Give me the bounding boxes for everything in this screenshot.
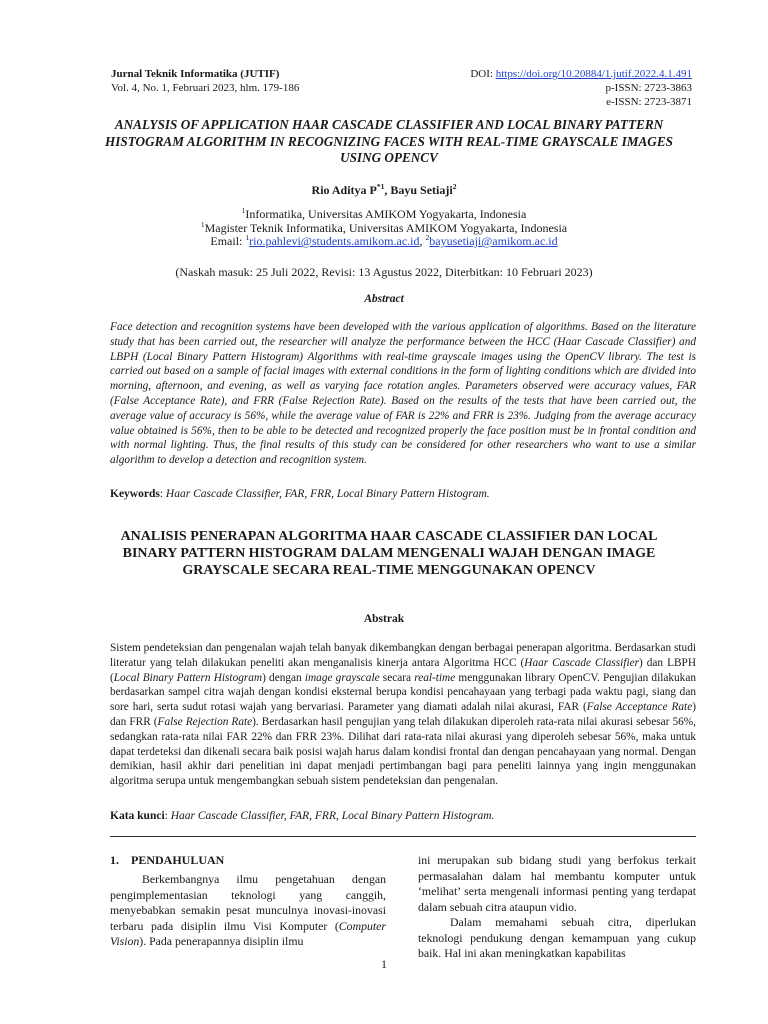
email-1-sup: 1 (245, 233, 250, 242)
abstrak-italic: False Acceptance Rate (586, 701, 693, 714)
body-italic: Computer Vision (110, 918, 386, 948)
email-line (0, 235, 768, 249)
p-issn: p-ISSN: 2723-3863 (605, 82, 692, 94)
email-2-sup: 2 (425, 233, 430, 242)
abstrak-text: ) dan FRR ( (110, 701, 696, 728)
author-separator: , (384, 183, 391, 197)
journal-header (111, 67, 299, 95)
abstrak-italic: real-time (414, 671, 456, 684)
right-paragraph-1: ini merupakan sub bidang studi yang berfokus terkait permasalahan dalam hal membantu komputer untuk ‘melihat’ serta mengenali informasi penting yang terdapat dalam sebuah citra ataupun vidio. (418, 853, 696, 914)
journal-volume: Vol. 4, No. 1, Februari 2023, hlm. 179-186 (111, 82, 300, 94)
author-1: Rio Aditya P (311, 183, 377, 197)
affiliation-2-sup: 1 (200, 219, 205, 229)
page-number: 1 (381, 957, 387, 971)
affiliation-2-text: Magister Teknik Informatika, Universitas AMIKOM Yogyakarta, Indonesia (204, 220, 568, 235)
section-divider (110, 836, 696, 837)
kata-kunci-label: Kata kunci (110, 810, 165, 822)
abstract-english: Face detection and recognition systems have been developed with the various application of algorithms. Based on the literature study that has been carried out, the researcher will analyze the performance between the HCC (Haar Cascade Classifier) and LBPH (Local Binary Pattern Histogram) Algorithms with real-time grayscale images using the OpenCV library. The test is carried out based on a sample of facial images with external conditions in the form of lighting conditions which are divided into morning, afternoon, and evening, as well as varying face rotation angles. Parameters observed were accuracy values, FAR (False Acceptance Rate), and FRR (False Rejection Rate). Based on the results of the tests that have been carried out, the average value of accuracy is 56%, while the average value of FAR is 22% and FRR is 23%. Judging from the average accuracy value obtained is 56%, then to be able to be detected and recognized properly the face position must be in frontal condition and with normal lighting. Thus, the final results of this study can be considered for other researchers who want to use a similar algorithm to develop a detection and recognition system. (110, 321, 696, 467)
affiliation-1 (0, 208, 768, 222)
affiliation-1-text: Informatika, Universitas AMIKOM Yogyakarta, Indonesia (245, 207, 527, 221)
abstrak-italic: False Rejection Rate (157, 715, 253, 728)
keywords-text: Haar Cascade Classifier, FAR, FRR, Local Binary Pattern Histogram. (165, 488, 490, 500)
issn-header (470, 67, 692, 109)
affiliation-1-sup: 1 (241, 206, 246, 215)
body-text: ). Pada penerapannya disiplin ilmu (139, 934, 304, 948)
author-2: Bayu Setiaji (390, 183, 453, 197)
keywords-english: Keywords: Haar Cascade Classifier, FAR, FRR, Local Binary Pattern Histogram. (110, 488, 490, 500)
abstrak-italic: Haar Cascade Classifier (524, 656, 639, 669)
indonesian-title: ANALISIS PENERAPAN ALGORITMA HAAR CASCADE CLASSIFIER DAN LOCAL BINARY PATTERN HISTOGRAM DALAM MENGENALI WAJAH DENGAN IMAGE GRAYSCALE SECARA REAL-TIME MENGGUNAKAN OPENCV (120, 529, 658, 578)
author-1-sup: *1 (376, 182, 385, 191)
right-column (418, 853, 696, 962)
abstrak-text: ). Berdasarkan hasil pengujian yang telah dilakukan diperoleh rata-rata nilai akurasi sebesar 56%, sedangkan rata-rata nilai FAR 22% dan FRR 23%. Dilihat dari rata-rata nilai akurasi yang diperoleh sebesar 56%, maka untuk dapat terdeteksi dan dikenali secara baik posisi wajah harus dalam kondisi frontal dan dengan pencahayaan yang normal. Dengan demikian, hasil akhir dari penelitian ini dapat menjadi pertimbangan bagi para peneliti lainnya yang ingin menggunakan algoritma serupa untuk mengembangkan sebuah sistem pendeteksian dan pengenalan. (110, 715, 696, 788)
keywords-indonesian: Kata kunci: Haar Cascade Classifier, FAR, FRR, Local Binary Pattern Histogram. (110, 810, 495, 822)
email-label: Email: (210, 234, 246, 248)
abstrak-heading: Abstrak (363, 613, 405, 625)
english-title: ANALYSIS OF APPLICATION HAAR CASCADE CLASSIFIER AND LOCAL BINARY PATTERN HISTOGRAM ALGORITHM IN RECOGNIZING FACES WITH REAL-TIME GRAYSCALE IMAGES USING OPENCV (105, 117, 673, 165)
right-paragraph-2: Dalam memahami sebuah citra, diperlukan teknologi pendukung dengan kemampuan yang cukup baik. Hal ini akan meningkatkan kapabilitas (418, 915, 696, 960)
section-heading: 1. PENDAHULUAN (110, 853, 225, 867)
left-column (110, 872, 386, 950)
email-separator: , (419, 234, 426, 248)
doi-label: DOI: (470, 68, 496, 80)
affiliations (0, 208, 768, 249)
author-2-sup: 2 (452, 182, 457, 191)
abstract-heading: Abstract (364, 293, 404, 305)
affiliation-2 (0, 219, 768, 236)
abstrak-italic: image grayscale (304, 671, 380, 684)
submission-dates: (Naskah masuk: 25 Juli 2022, Revisi: 13 Agustus 2022, Diterbitkan: 10 Februari 2023) (175, 265, 593, 279)
left-paragraph (110, 872, 386, 950)
doi-line (470, 67, 692, 81)
email-1-link[interactable]: rio.pahlevi@students.amikom.ac.id (249, 234, 420, 248)
abstract-indonesian (110, 641, 696, 789)
abstrak-text: ) dan LBPH ( (110, 656, 696, 684)
email-2-link[interactable]: bayusetiaji@amikom.ac.id (429, 234, 558, 248)
journal-name: Jurnal Teknik Informatika (JUTIF) (111, 68, 280, 80)
kata-kunci-text: Haar Cascade Classifier, FAR, FRR, Local Binary Pattern Histogram. (170, 810, 495, 822)
abstrak-text: secara (379, 671, 415, 684)
keywords-label: Keywords (110, 488, 160, 500)
abstrak-text: Sistem pendeteksian dan pengenalan wajah telah banyak dikembangkan dengan berbagai penerapan algoritma. Berdasarkan studi literatur yang telah dilakukan peneliti akan menganalisis kinerja antara Algoritma HCC ( (110, 642, 696, 669)
abstrak-text: ) dengan (262, 671, 305, 684)
e-issn: e-ISSN: 2723-3871 (606, 96, 692, 108)
abstrak-italic: Local Binary Pattern Histogram (113, 671, 263, 684)
authors (0, 183, 768, 198)
body-text: Berkembangnya ilmu pengetahuan dengan pengimplementasian teknologi yang canggih, menyebabkan semakin pesat munculnya inovasi-inovasi terbaru pada disiplin ilmu Visi Komputer ( (110, 872, 386, 933)
abstrak-text: menggunakan library OpenCV. Pengujian dilakukan berdasarkan sampel citra wajah dengan kondisi eksternal berupa kondisi pencahayaan yang terbagi pada waktu pagi, siang dan sore hari, serta sudut rotasi wajah yang bervariasi. Parameter yang diamati adalah nilai akurasi, FAR ( (110, 671, 696, 714)
doi-link[interactable]: https://doi.org/10.20884/1.jutif.2022.4.1.491 (495, 68, 692, 80)
